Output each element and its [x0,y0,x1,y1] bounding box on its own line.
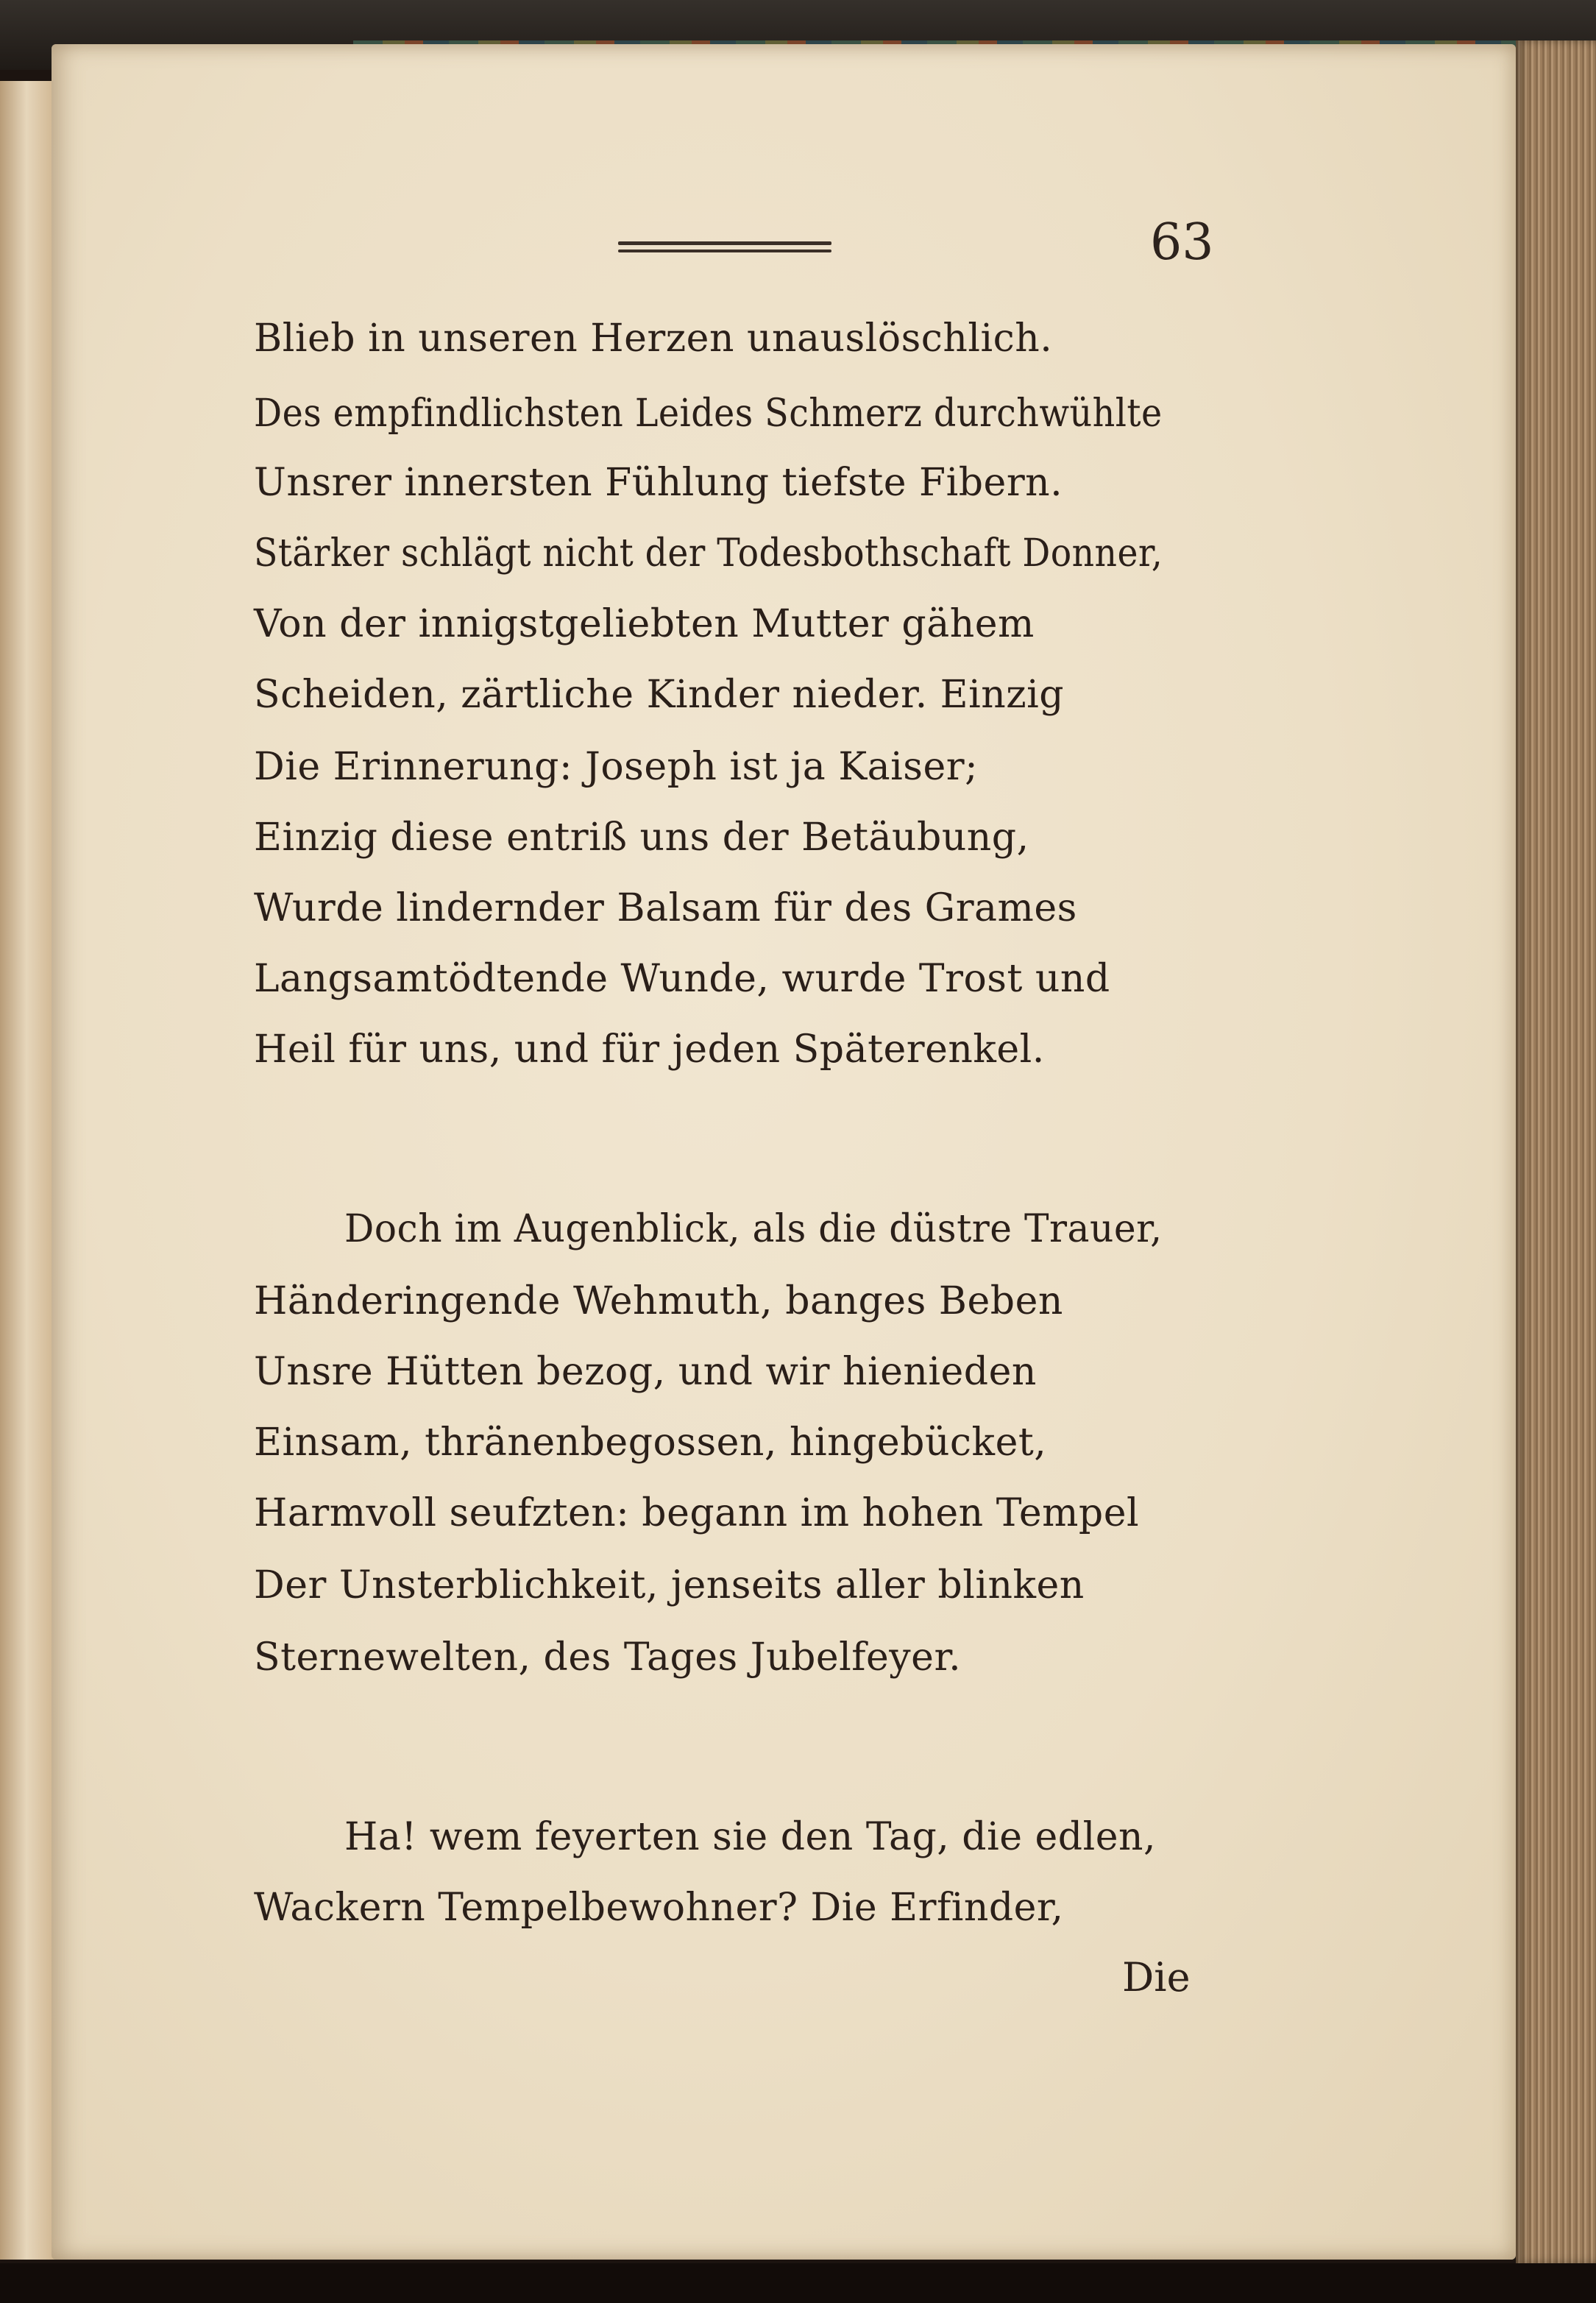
text-line: Unsre Hütten bezog, und wir hienieden [254,1350,1037,1394]
catchword: Die [1122,1954,1191,2000]
page-number: 63 [1150,213,1214,272]
text-line: Des empfindlichsten Leides Schmerz durchwühlte [254,392,1163,436]
text-line: Scheiden, zärtliche Kinder nieder. Einzig [254,673,1065,717]
text-line: Wurde lindernder Balsam für des Grames [254,886,1077,930]
text-line: Wackern Tempelbewohner? Die Erfinder, [254,1886,1064,1930]
text-line: Die Erinnerung: Joseph ist ja Kaiser; [254,745,979,789]
text-line: Unsrer innersten Fühlung tiefste Fibern. [254,461,1063,505]
page-fore-edge [1516,40,1596,2263]
text-line: Harmvoll seufzten: begann im hohen Tempel [254,1491,1140,1535]
header-ornament-rule [618,241,831,252]
text-line: Händeringende Wehmuth, banges Beben [254,1279,1063,1323]
text-line: Heil für uns, und für jeden Späterenkel. [254,1027,1045,1072]
text-line: Einzig diese entriß uns der Betäubung, [254,816,1029,860]
text-line: Von der innigstgeliebten Mutter gähem [254,602,1035,646]
text-line: Langsamtödtende Wunde, wurde Trost und [254,957,1110,1001]
text-line: Der Unsterblichkeit, jenseits aller blinken [254,1563,1085,1607]
text-line: Doch im Augenblick, als die düstre Trauer, [344,1207,1163,1251]
text-line: Einsam, thränenbegossen, hingebücket, [254,1421,1047,1465]
text-line: Blieb in unseren Herzen unauslöschlich. [254,316,1053,361]
text-line: Sternewelten, des Tages Jubelfeyer. [254,1635,962,1680]
text-line: Ha! wem feyerten sie den Tag, die edlen, [344,1815,1157,1859]
facing-page-edge [0,81,59,2260]
bottom-shadow [0,2263,1596,2303]
text-line: Stärker schlägt nicht der Todesbothschaft Donner, [254,531,1163,576]
